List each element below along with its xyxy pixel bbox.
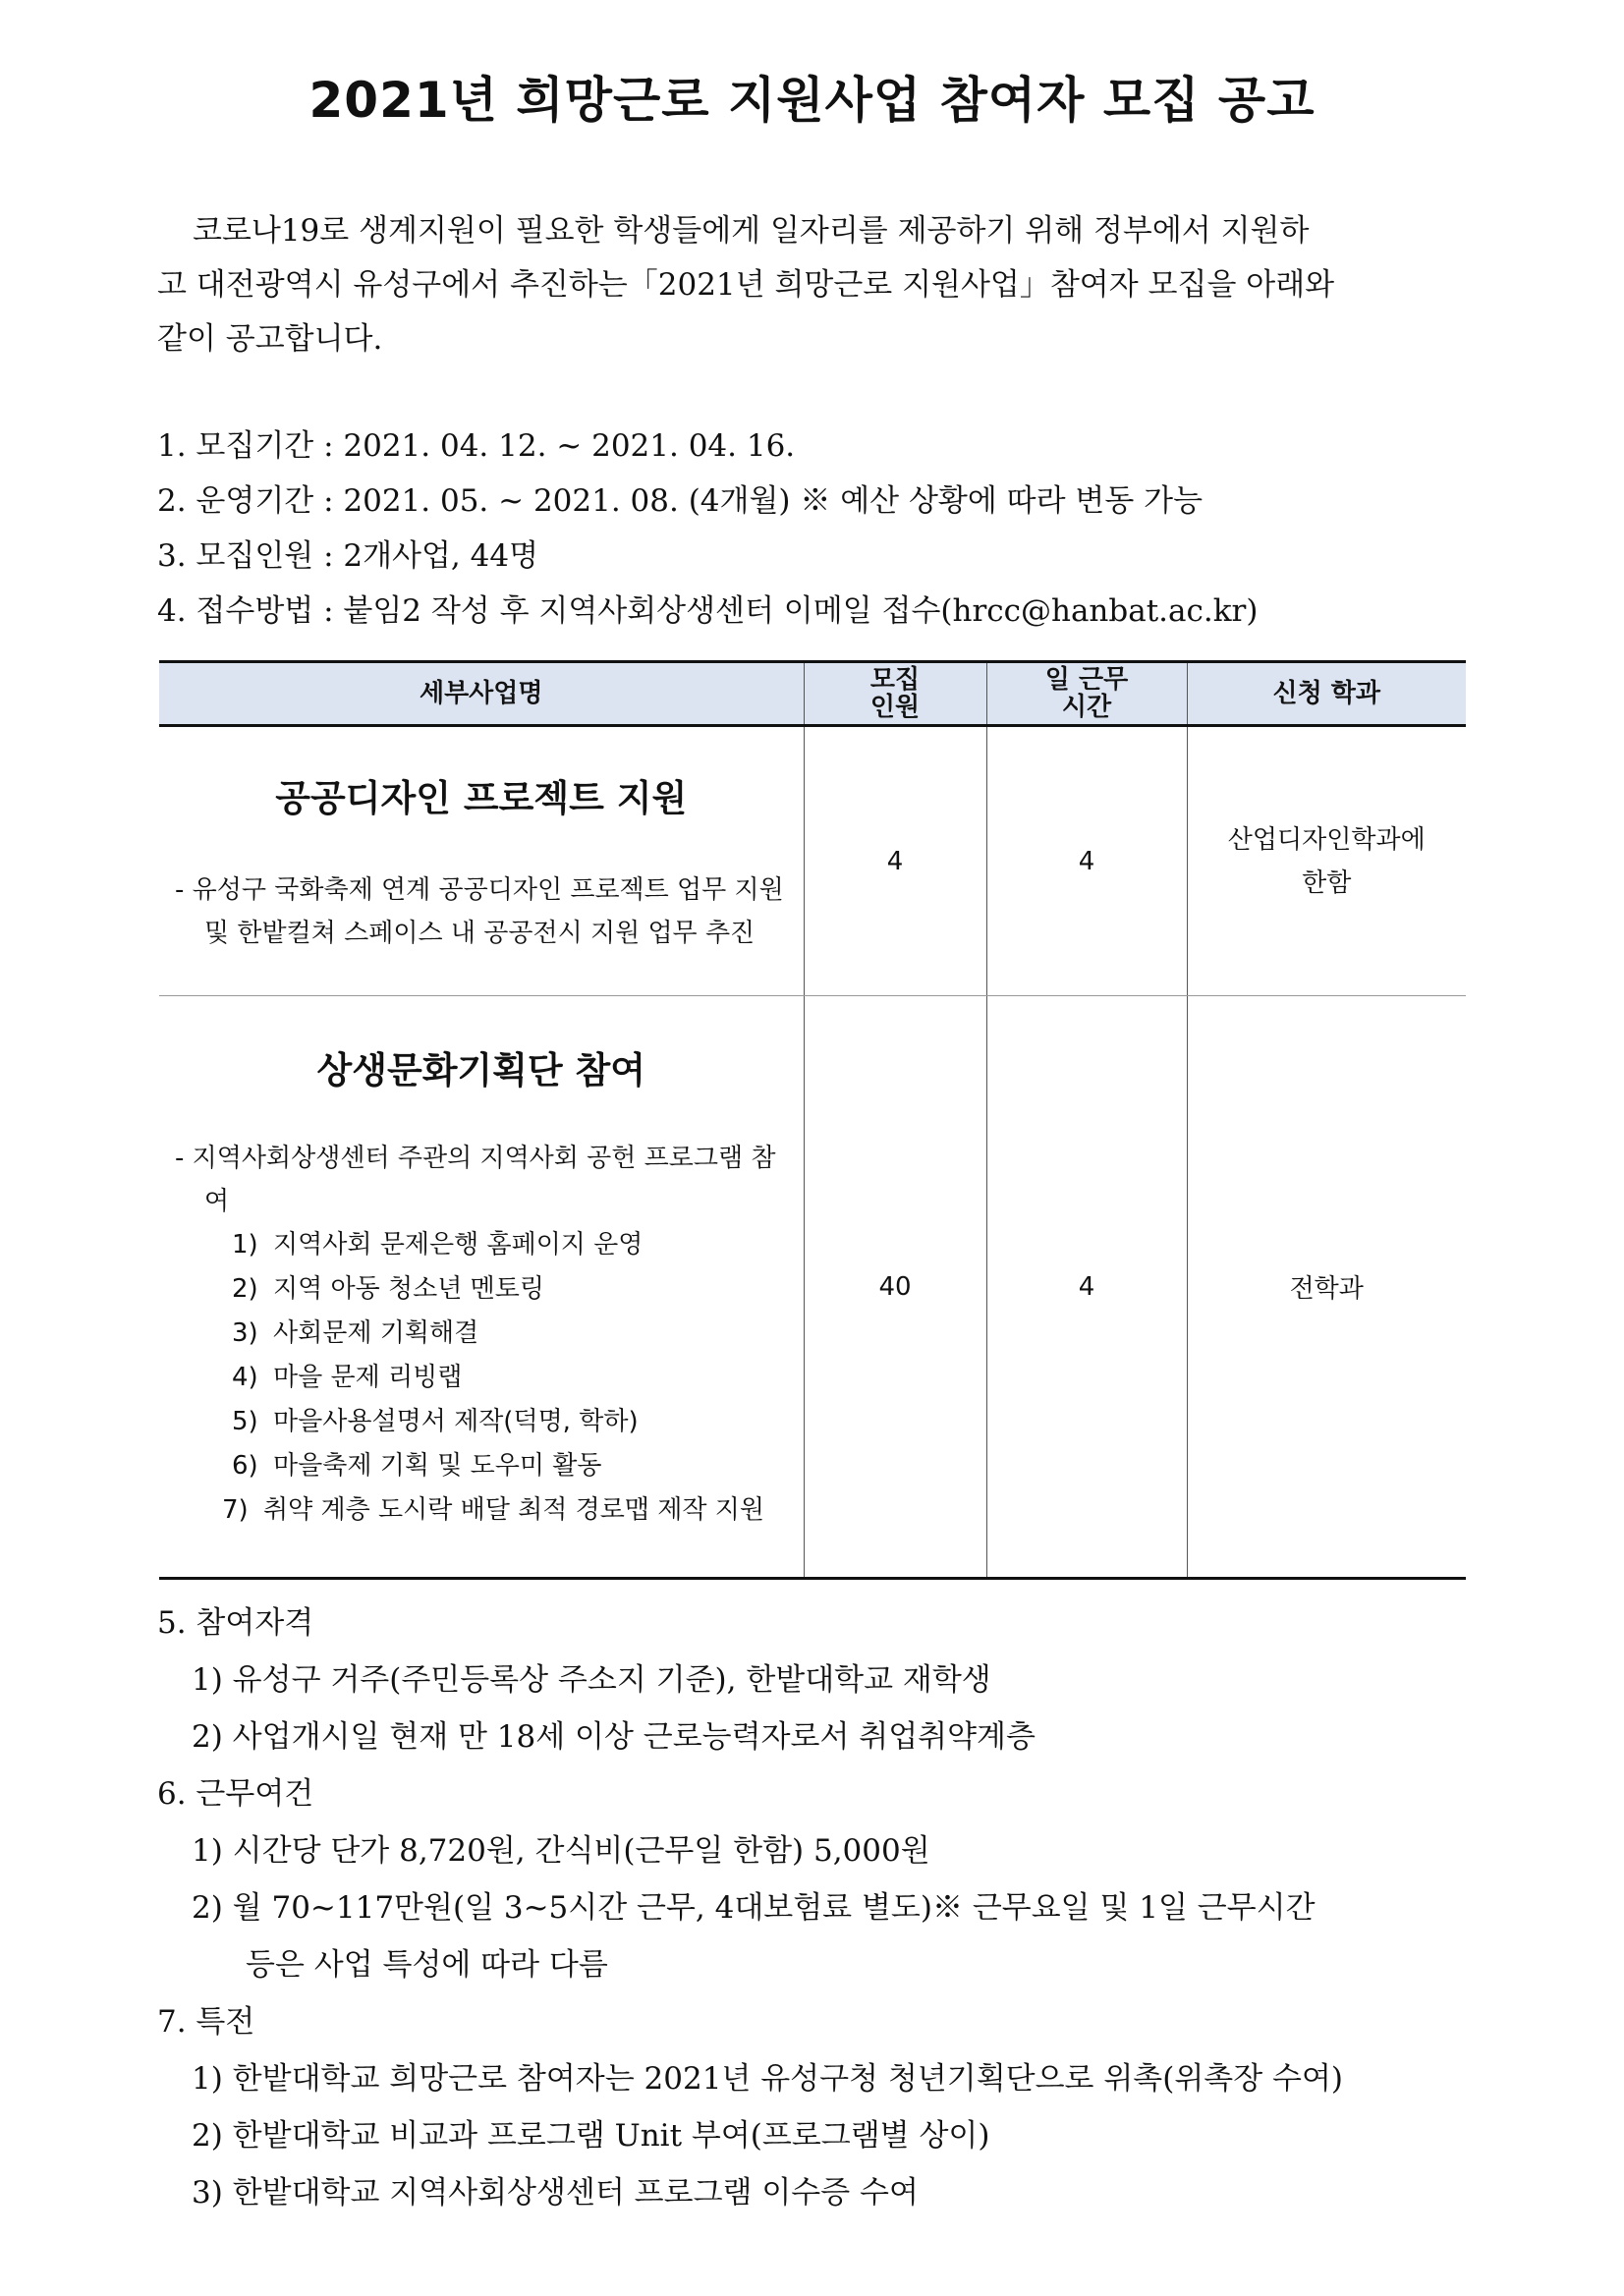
description-line: 및 한밭컬쳐 스페이스 내 공공전시 지원 업무 추진 [204, 918, 756, 948]
table-row [159, 726, 1466, 996]
recruit-count-cell: 4 [804, 726, 986, 996]
department-line-2: 한함 [1302, 868, 1352, 898]
program-cell [159, 996, 804, 1579]
section-5-heading: 5. 참여자격 [157, 1605, 314, 1641]
application-method: 4. 접수방법 : 붙임2 작성 후 지역사회상생센터 이메일 접수(hrcc@hanbat.ac.kr) [157, 593, 1259, 629]
header-recruit-count-line-2: 인원 [869, 693, 921, 722]
list-item: 3) 사회문제 기획해결 [232, 1318, 479, 1348]
header-program-name: 세부사업명 [159, 662, 804, 726]
list-item: 2) 지역 아동 청소년 멘토링 [232, 1274, 544, 1304]
program-description [159, 868, 804, 955]
header-recruit-count [804, 662, 986, 726]
intro-paragraph [157, 204, 1484, 366]
page-title: 2021년 희망근로 지원사업 참여자 모집 공고 [308, 72, 1316, 129]
section-5-item-2: 2) 사업개시일 현재 만 18세 이상 근로능력자로서 취업취약계층 [192, 1719, 1036, 1755]
header-daily-hours-line-2: 시간 [1061, 693, 1112, 722]
intro-line-2: 고 대전광역시 유성구에서 추진하는「2021년 희망근로 지원사업」참여자 모집을 아래와 [157, 267, 1335, 303]
header-daily-hours [986, 662, 1187, 726]
program-title: 상생문화기획단 참여 [316, 1049, 646, 1092]
daily-hours-cell: 4 [986, 726, 1187, 996]
description-line: - 지역사회상생센터 주관의 지역사회 공헌 프로그램 참여 [175, 1144, 776, 1216]
operation-period: 2. 운영기간 : 2021. 05. ~ 2021. 08. (4개월) ※ 예산 상황에 따라 변동 가능 [157, 483, 1204, 519]
header-recruit-count-line-1: 모집 [869, 665, 921, 695]
list-item: 5) 마을사용설명서 제작(덕명, 학하) [232, 1407, 639, 1436]
list-item: 6) 마을축제 기획 및 도우미 활동 [232, 1451, 602, 1481]
header-daily-hours-line-1: 일 근무 [1044, 665, 1129, 695]
department-line-1: 산업디자인학과에 [1227, 824, 1426, 855]
section-7-heading: 7. 특전 [157, 2004, 255, 2040]
list-item: 4) 마을 문제 리빙랩 [232, 1363, 463, 1392]
description-line: - 유성구 국화축제 연계 공공디자인 프로젝트 업무 지원 [175, 874, 784, 905]
intro-line-3: 같이 공고합니다. [157, 321, 383, 357]
section-6-item-2: 2) 월 70~117만원(일 3~5시간 근무, 4대보험료 별도)※ 근무요일 및 1일 근무시간 [192, 1890, 1316, 1926]
section-7-item-1: 1) 한밭대학교 희망근로 참여자는 2021년 유성구청 청년기획단으로 위촉(위촉장 수여) [192, 2061, 1343, 2097]
program-cell [159, 726, 804, 996]
table-row [159, 996, 1466, 1579]
section-5-item-1: 1) 유성구 거주(주민등록상 주소지 기준), 한밭대학교 재학생 [192, 1662, 991, 1698]
section-6-item-1: 1) 시간당 단가 8,720원, 간식비(근무일 한함) 5,000원 [192, 1833, 930, 1869]
recruit-count: 3. 모집인원 : 2개사업, 44명 [157, 538, 539, 574]
department-cell [1187, 726, 1466, 996]
recruit-period: 1. 모집기간 : 2021. 04. 12. ~ 2021. 04. 16. [157, 428, 796, 464]
intro-line-1: 코로나19로 생계지원이 필요한 학생들에게 일자리를 제공하기 위해 정부에서 지원하 [193, 213, 1310, 249]
recruit-count-cell: 40 [804, 996, 986, 1579]
table-header-row [159, 662, 1466, 726]
section-7-item-2: 2) 한밭대학교 비교과 프로그램 Unit 부여(프로그램별 상이) [192, 2118, 990, 2154]
activity-list [175, 1223, 804, 1533]
list-item: 1) 지역사회 문제은행 홈페이지 운영 [232, 1230, 644, 1260]
section-6-item-2-cont: 등은 사업 특성에 따라 다름 [246, 1947, 608, 1983]
section-6-heading: 6. 근무여건 [157, 1776, 314, 1812]
program-table [159, 660, 1466, 1580]
program-title: 공공디자인 프로젝트 지원 [275, 776, 688, 819]
list-item: 7) 취약 계층 도시락 배달 최적 경로맵 제작 지원 [222, 1495, 764, 1525]
header-department: 신청 학과 [1187, 662, 1466, 726]
daily-hours-cell: 4 [986, 996, 1187, 1579]
department-cell: 전학과 [1187, 996, 1466, 1579]
section-7-item-3: 3) 한밭대학교 지역사회상생센터 프로그램 이수증 수여 [192, 2175, 919, 2211]
program-description [159, 1137, 804, 1533]
